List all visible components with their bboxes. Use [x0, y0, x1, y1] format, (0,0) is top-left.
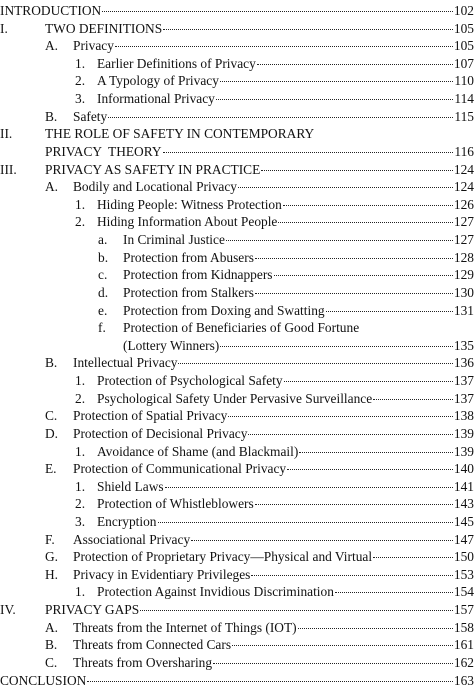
toc-entry-title: INTRODUCTION [0, 3, 102, 18]
toc-entry-page-number: 137 [453, 390, 474, 406]
toc-entry[interactable] [45, 566, 474, 584]
toc-entry-title: Privacy in Evidentiary Privileges [73, 566, 251, 582]
toc-entry-number: A. [45, 619, 59, 635]
dot-leader [220, 80, 453, 82]
dot-leader [115, 45, 453, 47]
toc-entry-title: Protection of Decisional Privacy [73, 425, 248, 441]
toc-entry-page-number: 127 [453, 232, 474, 248]
toc-entry-page-number: 129 [453, 267, 474, 283]
toc-entry-number: III. [0, 161, 17, 177]
dot-leader [373, 398, 453, 400]
toc-entry-page-number: 115 [454, 108, 474, 124]
toc-entry[interactable] [75, 55, 474, 73]
toc-entry-page-number: 162 [453, 654, 474, 670]
toc-entry-page-number: 140 [453, 461, 474, 477]
toc-entry-title: Protection of Whistleblowers [97, 496, 254, 512]
toc-entry[interactable] [75, 213, 474, 231]
toc-entry[interactable] [45, 531, 474, 549]
toc-entry-page-number: 147 [453, 531, 474, 547]
toc-entry[interactable] [45, 407, 474, 425]
toc-entry-number: 1. [75, 584, 86, 600]
toc-entry-page-number: 137 [453, 373, 474, 389]
toc-entry-page-number: 127 [453, 214, 474, 230]
dot-leader [102, 10, 453, 12]
toc-entry-number: D. [45, 425, 59, 441]
toc-entry-page-number: 131 [453, 302, 474, 318]
toc-entry[interactable] [98, 249, 474, 267]
dot-leader [140, 609, 453, 611]
toc-entry-page-number: 135 [453, 337, 474, 353]
toc-entry-number: B. [45, 637, 58, 653]
dot-leader [278, 221, 453, 223]
toc-entry-title: Threats from the Internet of Things (IOT) [73, 619, 297, 635]
toc-entry[interactable] [45, 654, 474, 672]
toc-entry[interactable] [98, 302, 474, 320]
toc-entry[interactable] [45, 37, 474, 55]
toc-entry-title: PRIVACY GAPS [45, 602, 140, 618]
toc-entry-number: a. [98, 232, 108, 248]
toc-entry-page-number: 157 [453, 602, 474, 618]
toc-entry[interactable] [75, 90, 474, 108]
toc-entry-title: THE ROLE OF SAFETY IN CONTEMPORARY [45, 126, 315, 142]
dot-leader [287, 468, 453, 470]
toc-entry-number: 3. [75, 91, 86, 107]
toc-entry-title: Encryption [97, 513, 157, 529]
toc-entry-page-number: 126 [453, 196, 474, 212]
toc-entry-title: A Typology of Privacy [97, 73, 219, 89]
toc-entry-title: PRIVACY AS SAFETY IN PRACTICE [45, 161, 261, 177]
dot-leader [248, 433, 453, 435]
toc-entry-title: Protection of Beneficiaries of Good Fortune [123, 320, 360, 336]
toc-entry[interactable] [0, 20, 474, 38]
toc-entry[interactable] [45, 619, 474, 637]
toc-entry-number: 1. [75, 55, 86, 71]
toc-entry[interactable] [98, 319, 474, 337]
toc-entry-page-number: 153 [453, 566, 474, 582]
toc-entry-number: f. [98, 320, 106, 336]
dot-leader [178, 362, 452, 364]
toc-entry-title: Bodily and Locational Privacy [73, 179, 237, 195]
toc-entry-page-number: 163 [453, 672, 474, 688]
toc-entry-page-number: 145 [453, 513, 474, 529]
toc-entry[interactable] [45, 425, 474, 443]
dot-leader [228, 415, 453, 417]
toc-entry-page-number: 105 [453, 38, 474, 54]
toc-entry-number: 2. [75, 390, 86, 406]
toc-entry-page-number: 130 [453, 284, 474, 300]
toc-entry[interactable] [45, 108, 474, 126]
toc-entry-page-number: 107 [453, 55, 474, 71]
toc-entry[interactable] [45, 548, 474, 566]
toc-entry-number: 2. [75, 496, 86, 512]
toc-entry[interactable] [45, 354, 474, 372]
toc-entry-number: e. [98, 302, 108, 318]
toc-entry-number: IV. [0, 602, 16, 618]
toc-entry-number: C. [45, 408, 58, 424]
dot-leader [335, 591, 453, 593]
toc-entry-page-number: 128 [453, 249, 474, 265]
toc-entry[interactable] [45, 178, 474, 196]
toc-entry-number: b. [98, 249, 109, 265]
dot-leader [284, 380, 453, 382]
dot-leader [232, 644, 453, 646]
dot-leader [226, 239, 453, 241]
toc-entry-title: Protection of Proprietary Privacy—Physical and Virtual [73, 549, 373, 565]
dot-leader [255, 257, 453, 259]
toc-entry-number: 3. [75, 513, 86, 529]
toc-entry[interactable] [0, 125, 474, 143]
toc-entry[interactable] [45, 460, 474, 478]
dot-leader [298, 627, 453, 629]
toc-entry[interactable] [75, 513, 474, 531]
dot-leader [255, 292, 453, 294]
toc-entry-page-number: 154 [453, 584, 474, 600]
toc-entry-title: Threats from Connected Cars [73, 637, 232, 653]
dot-leader [257, 63, 453, 65]
toc-entry-page-number: 105 [453, 20, 474, 36]
toc-entry-page-number: 110 [454, 73, 474, 89]
toc-entry[interactable] [75, 478, 474, 496]
toc-entry-page-number: 150 [453, 549, 474, 565]
toc-entry[interactable] [98, 337, 474, 355]
toc-entry-title: Earlier Definitions of Privacy [97, 55, 256, 71]
toc-entry-title: Avoidance of Shame (and Blackmail) [97, 443, 299, 459]
toc-entry[interactable] [0, 161, 474, 179]
toc-entry-number: F. [45, 531, 55, 547]
toc-entry-page-number: 143 [453, 496, 474, 512]
toc-entry-number: II. [0, 126, 13, 142]
toc-entry-title: In Criminal Justice [123, 232, 225, 248]
toc-entry[interactable] [75, 72, 474, 90]
toc-entry[interactable] [98, 284, 474, 302]
toc-entry[interactable] [75, 390, 474, 408]
toc-entry-title: Psychological Safety Under Pervasive Surveillance [97, 390, 373, 406]
toc-entry-title: Hiding Information About People [97, 214, 278, 230]
toc-entry-title: Protection from Kidnappers [123, 267, 273, 283]
toc-entry-title: Hiding People: Witness Protection [97, 196, 282, 212]
toc-entry-number: 2. [75, 214, 86, 230]
toc-entry-title: Informational Privacy [97, 91, 215, 107]
toc-entry[interactable] [0, 672, 474, 690]
toc-entry-number: A. [45, 179, 59, 195]
toc-entry[interactable] [75, 495, 474, 513]
toc-entry-number: 1. [75, 373, 86, 389]
toc-entry-title: PRIVACY THEORY [45, 143, 162, 159]
dot-leader [238, 186, 453, 188]
toc-entry-number: 1. [75, 196, 86, 212]
toc-entry-title: Protection Against Invidious Discrimination [97, 584, 334, 600]
toc-entry[interactable] [75, 443, 474, 461]
toc-entry-number: A. [45, 38, 59, 54]
toc-entry-number: 1. [75, 478, 86, 494]
dot-leader [87, 680, 453, 682]
toc-entry[interactable] [0, 2, 474, 20]
dot-leader [251, 574, 453, 576]
toc-entry-page-number: 116 [454, 143, 474, 159]
toc-entry-title: Protection from Doxing and Swatting [123, 302, 325, 318]
dot-leader [255, 503, 453, 505]
toc-entry-title: Protection of Spatial Privacy [73, 408, 228, 424]
toc-entry-page-number: 158 [453, 619, 474, 635]
dot-leader [283, 204, 453, 206]
toc-entry-title: Shield Laws [97, 478, 164, 494]
dot-leader [191, 539, 453, 541]
toc-entry-number: c. [98, 267, 108, 283]
toc-entry-number: d. [98, 284, 109, 300]
toc-entry[interactable] [75, 196, 474, 214]
toc-entry-title: TWO DEFINITIONS [45, 20, 163, 36]
dot-leader [216, 98, 454, 100]
toc-entry[interactable] [45, 636, 474, 654]
toc-entry-page-number: 124 [453, 161, 474, 177]
toc-entry-title: Protection from Abusers [123, 249, 254, 265]
toc-entry-number: E. [45, 461, 57, 477]
toc-entry-number: B. [45, 355, 58, 371]
dot-leader [274, 274, 453, 276]
toc-entry-title: CONCLUSION [0, 672, 87, 688]
toc-entry-page-number: 139 [453, 425, 474, 441]
toc-entry-page-number: 136 [453, 355, 474, 371]
dot-leader [213, 662, 453, 664]
toc-entry-number: I. [0, 20, 8, 36]
toc-entry[interactable] [98, 266, 474, 284]
toc-entry-number: B. [45, 108, 58, 124]
toc-entry-page-number: 161 [453, 637, 474, 653]
dot-leader [261, 169, 453, 171]
toc-entry-number: H. [45, 566, 59, 582]
toc-entry[interactable] [0, 143, 474, 161]
dot-leader [163, 28, 453, 30]
dot-leader [373, 556, 453, 558]
toc-entry-title: Protection of Psychological Safety [97, 373, 283, 389]
toc-entry-title: Privacy [73, 38, 114, 54]
toc-entry-page-number: 138 [453, 408, 474, 424]
toc-entry-number: 1. [75, 443, 86, 459]
toc-entry-title: Protection from Stalkers [123, 284, 254, 300]
toc-entry-title: Intellectual Privacy [73, 355, 178, 371]
dot-leader [326, 310, 453, 312]
toc-entry-page-number: 102 [453, 3, 474, 18]
toc-entry-page-number: 114 [454, 91, 474, 107]
toc-entry-page-number: 124 [453, 179, 474, 195]
toc-entry-number: C. [45, 654, 58, 670]
toc-entry-title: Associational Privacy [73, 531, 191, 547]
toc-entry-title: Protection of Communicational Privacy [73, 461, 287, 477]
toc-entry-title: Safety [73, 108, 108, 124]
dot-leader [163, 151, 454, 153]
dot-leader [299, 451, 453, 453]
dot-leader [108, 116, 453, 118]
toc-entry[interactable] [75, 583, 474, 601]
toc-entry-number: G. [45, 549, 59, 565]
toc-entry-title: Threats from Oversharing [73, 654, 213, 670]
dot-leader [220, 345, 453, 347]
toc-entry[interactable] [75, 372, 474, 390]
dot-leader [165, 486, 453, 488]
toc-entry[interactable] [98, 231, 474, 249]
dot-leader [158, 521, 453, 523]
toc-entry-number: 2. [75, 73, 86, 89]
toc-entry-title: (Lottery Winners) [123, 337, 220, 353]
toc-entry[interactable] [0, 601, 474, 619]
toc-entry-page-number: 141 [453, 478, 474, 494]
toc-entry-page-number: 139 [453, 443, 474, 459]
